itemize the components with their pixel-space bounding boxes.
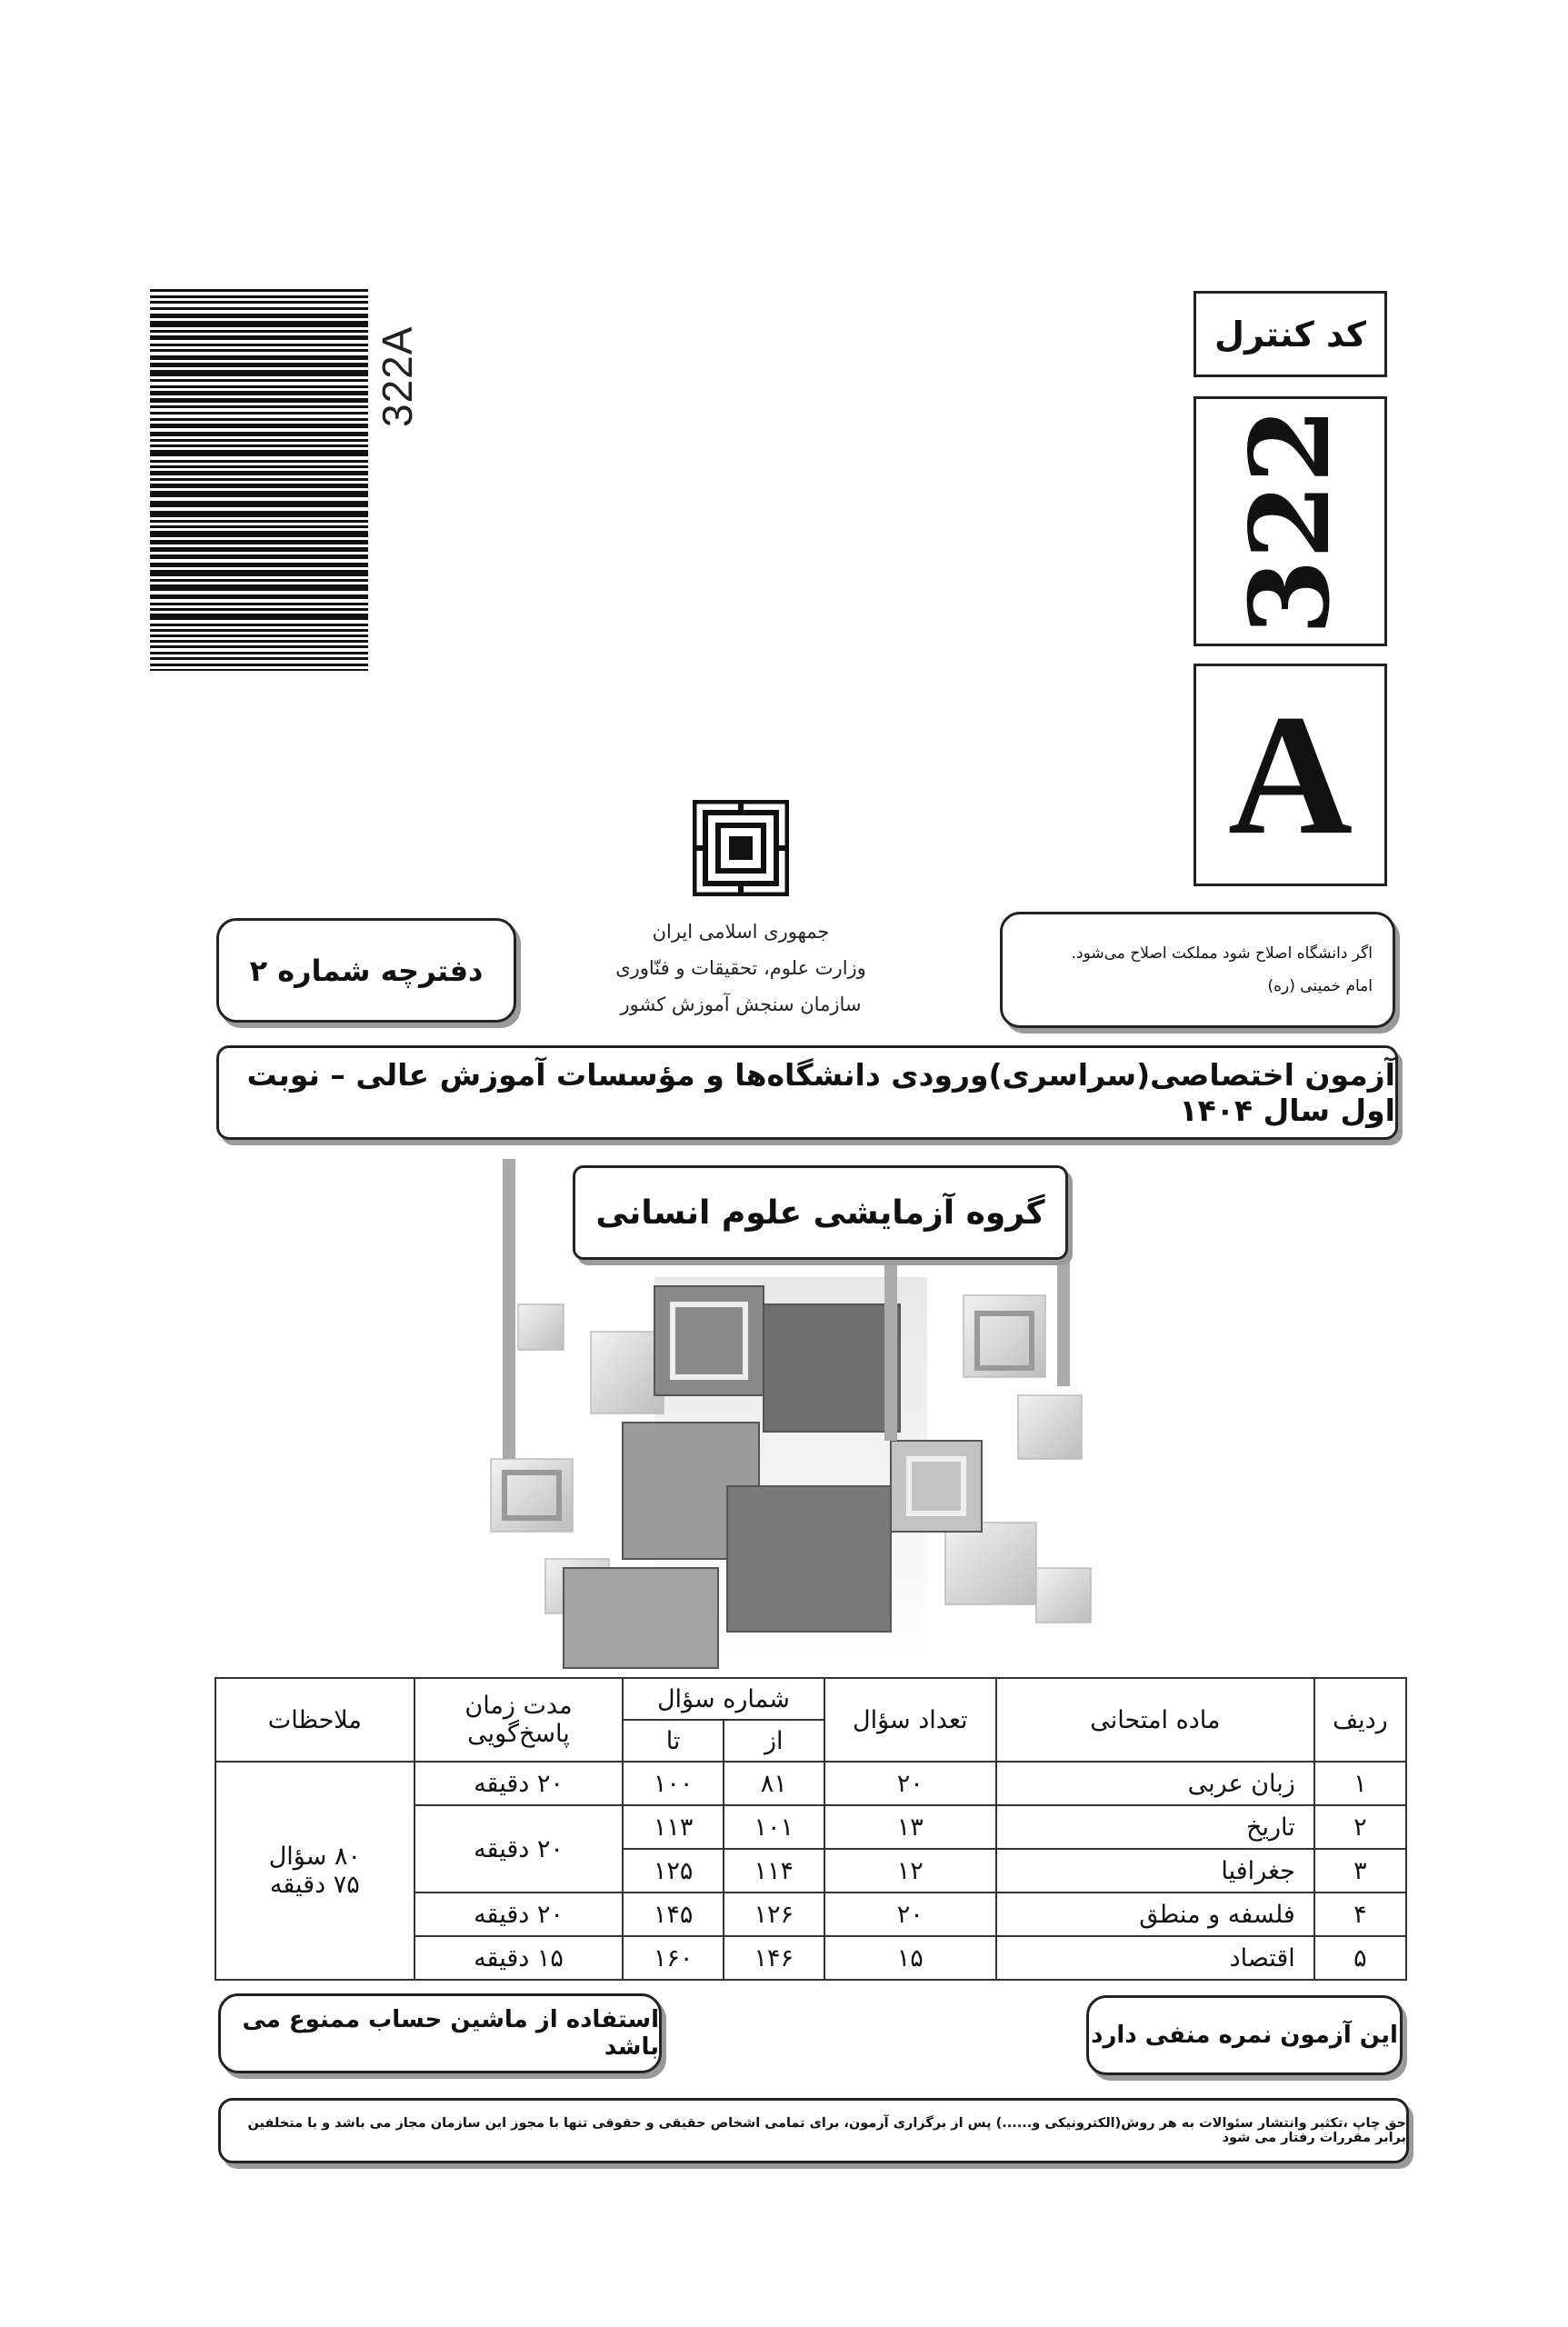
cell-to: ۱۲۵ [623,1849,724,1893]
header-notes: ملاحظات [215,1678,414,1762]
organization-logo-icon [693,800,789,896]
cell-from: ۱۱۴ [724,1849,824,1893]
cell-from: ۱۲۶ [724,1893,824,1936]
barcode-bar [150,363,368,367]
cell-to: ۱۶۰ [623,1936,724,1980]
header-to: تا [623,1720,724,1762]
cell-row: ۵ [1314,1936,1406,1980]
barcode-bar [150,370,368,376]
header-question-number: شماره سؤال [623,1678,824,1720]
barcode-bar [150,547,368,552]
copyright-notice: حق چاپ ،تکثیر وانتشار سئوالات به هر روش(الکترونیکی و......) پس از برگزاری آزمون، برای تمامی اشخاص حقیقی و حقوقی تنها با مجوز این سازمان مجاز می باشد و با متخلفین برابر مقررات رفتار می شود [218,2098,1409,2163]
barcode-bar [150,640,368,643]
barcode-bar [150,444,368,447]
cell-count: ۱۲ [824,1849,996,1893]
barcode-bar [150,330,368,333]
version-box [1193,664,1387,886]
cell-duration: ۱۵ دقیقه [414,1936,624,1980]
cell-from: ۱۴۶ [724,1936,824,1980]
barcode-bar [150,471,368,475]
barcode-bar [150,385,368,388]
exam-title: آزمون اختصاصی(سراسری)ورودی دانشگاه‌ها و مؤسسات آموزش عالی – نوبت اول سال ۱۴۰۴ [216,1045,1398,1140]
barcode-bar [150,289,368,292]
cell-from: ۸۱ [724,1762,824,1805]
quote-box [1000,912,1395,1028]
barcode-bar [150,301,368,304]
government-heading [600,914,882,1032]
barcode-bar [150,520,368,523]
barcode-bar [150,594,368,599]
barcode-bar [150,344,368,346]
barcode-bar [150,570,368,576]
barcode-bar [150,391,368,395]
notes-total-questions: ۸۰ سؤال [268,1843,361,1871]
control-code-label: کد کنترل [1193,291,1387,377]
barcode-bar [150,584,368,591]
cell-subject: زبان عربی [996,1762,1314,1805]
quote-text: اگر دانشگاه اصلاح شود مملکت اصلاح می‌شود. [1071,944,1373,963]
gov-line-ministry: وزارت علوم، تحقیقات و فنّاوری [615,957,866,979]
barcode-bar [150,491,368,497]
cell-count: ۲۰ [824,1762,996,1805]
cell-subject: فلسفه و منطق [996,1893,1314,1936]
barcode-bar [150,484,368,488]
barcode-bar [150,657,368,660]
exam-subjects-table [215,1677,1407,1981]
barcode-bar [150,624,368,626]
cell-from: ۱۰۱ [724,1805,824,1849]
header-from: از [724,1720,824,1762]
barcode-bar [150,450,368,456]
cell-subject: جغرافیا [996,1849,1314,1893]
header-duration: مدت زمان پاسخ‌گویی [414,1678,624,1762]
exam-group-title: گروه آزمایشی علوم انسانی [573,1165,1068,1260]
barcode-bar [150,669,368,671]
cell-count: ۱۳ [824,1805,996,1849]
header-count: تعداد سؤال [824,1678,996,1762]
barcode-bar [150,460,368,463]
barcode-bar [150,314,368,318]
barcode-bar [150,652,368,654]
barcode-bar [150,424,368,428]
cell-duration: ۲۰ دقیقه [414,1762,624,1805]
barcode-bar [150,579,368,582]
barcode-bar [150,335,368,340]
barcode-bar [150,540,368,544]
barcode-bar [150,501,368,507]
cell-duration: ۲۰ دقیقه [414,1805,624,1893]
barcode-bar [150,608,368,611]
version-letter: A [1227,679,1353,871]
barcode-bar [150,465,368,468]
gov-line-organization: سازمان سنجش آموزش کشور [620,994,862,1015]
barcode-bar [150,478,368,481]
barcode-bar [150,664,368,666]
barcode-bar [150,295,368,298]
cell-to: ۱۱۳ [623,1805,724,1849]
cell-row: ۲ [1314,1805,1406,1849]
cell-count: ۲۰ [824,1893,996,1936]
negative-marking-notice: این آزمون نمره منفی دارد [1086,1995,1403,2075]
barcode-bar [150,349,368,352]
cell-row: ۳ [1314,1849,1406,1893]
barcode-bar [150,525,368,528]
barcode-bar [150,554,368,559]
notes-total-time: ۷۵ دقیقه [269,1871,360,1899]
barcode-bar [150,511,368,517]
barcode-bar [150,645,368,648]
barcode-bar [150,563,368,567]
barcode [150,289,368,671]
barcode-bar [150,412,368,414]
cell-to: ۱۴۵ [623,1893,724,1936]
barcode-bar [150,634,368,637]
barcode-label: 322A [374,325,421,427]
calculator-prohibited-notice: استفاده از ماشین حساب ممنوع می باشد [218,1993,662,2073]
barcode-bar [150,629,368,632]
cell-subject: تاریخ [996,1805,1314,1849]
cell-duration: ۲۰ دقیقه [414,1893,624,1936]
cell-notes [215,1762,414,1980]
header-row: ردیف [1314,1678,1406,1762]
barcode-bar [150,379,368,382]
booklet-number: دفترچه شماره ۲ [216,918,516,1023]
barcode-bar [150,531,368,537]
barcode-bar [150,307,368,310]
quote-author: امام خمینی (ره) [1267,977,1373,995]
cell-row: ۴ [1314,1893,1406,1936]
cell-count: ۱۵ [824,1936,996,1980]
barcode-bar [150,603,368,605]
barcode-bar [150,418,368,421]
header-subject: ماده امتحانی [996,1678,1314,1762]
barcode-bar [150,398,368,403]
barcode-bar [150,321,368,327]
control-code-box [1193,396,1387,646]
control-code-value: 322 [1226,407,1354,635]
gov-line-republic: جمهوری اسلامی ایران [652,921,830,943]
barcode-bar [150,355,368,360]
barcode-bar [150,439,368,442]
cell-subject: اقتصاد [996,1936,1314,1980]
barcode-bar [150,614,368,620]
barcode-bar [150,432,368,436]
cell-row: ۱ [1314,1762,1406,1805]
cell-to: ۱۰۰ [623,1762,724,1805]
table-row [215,1762,1406,1805]
barcode-bar [150,405,368,408]
